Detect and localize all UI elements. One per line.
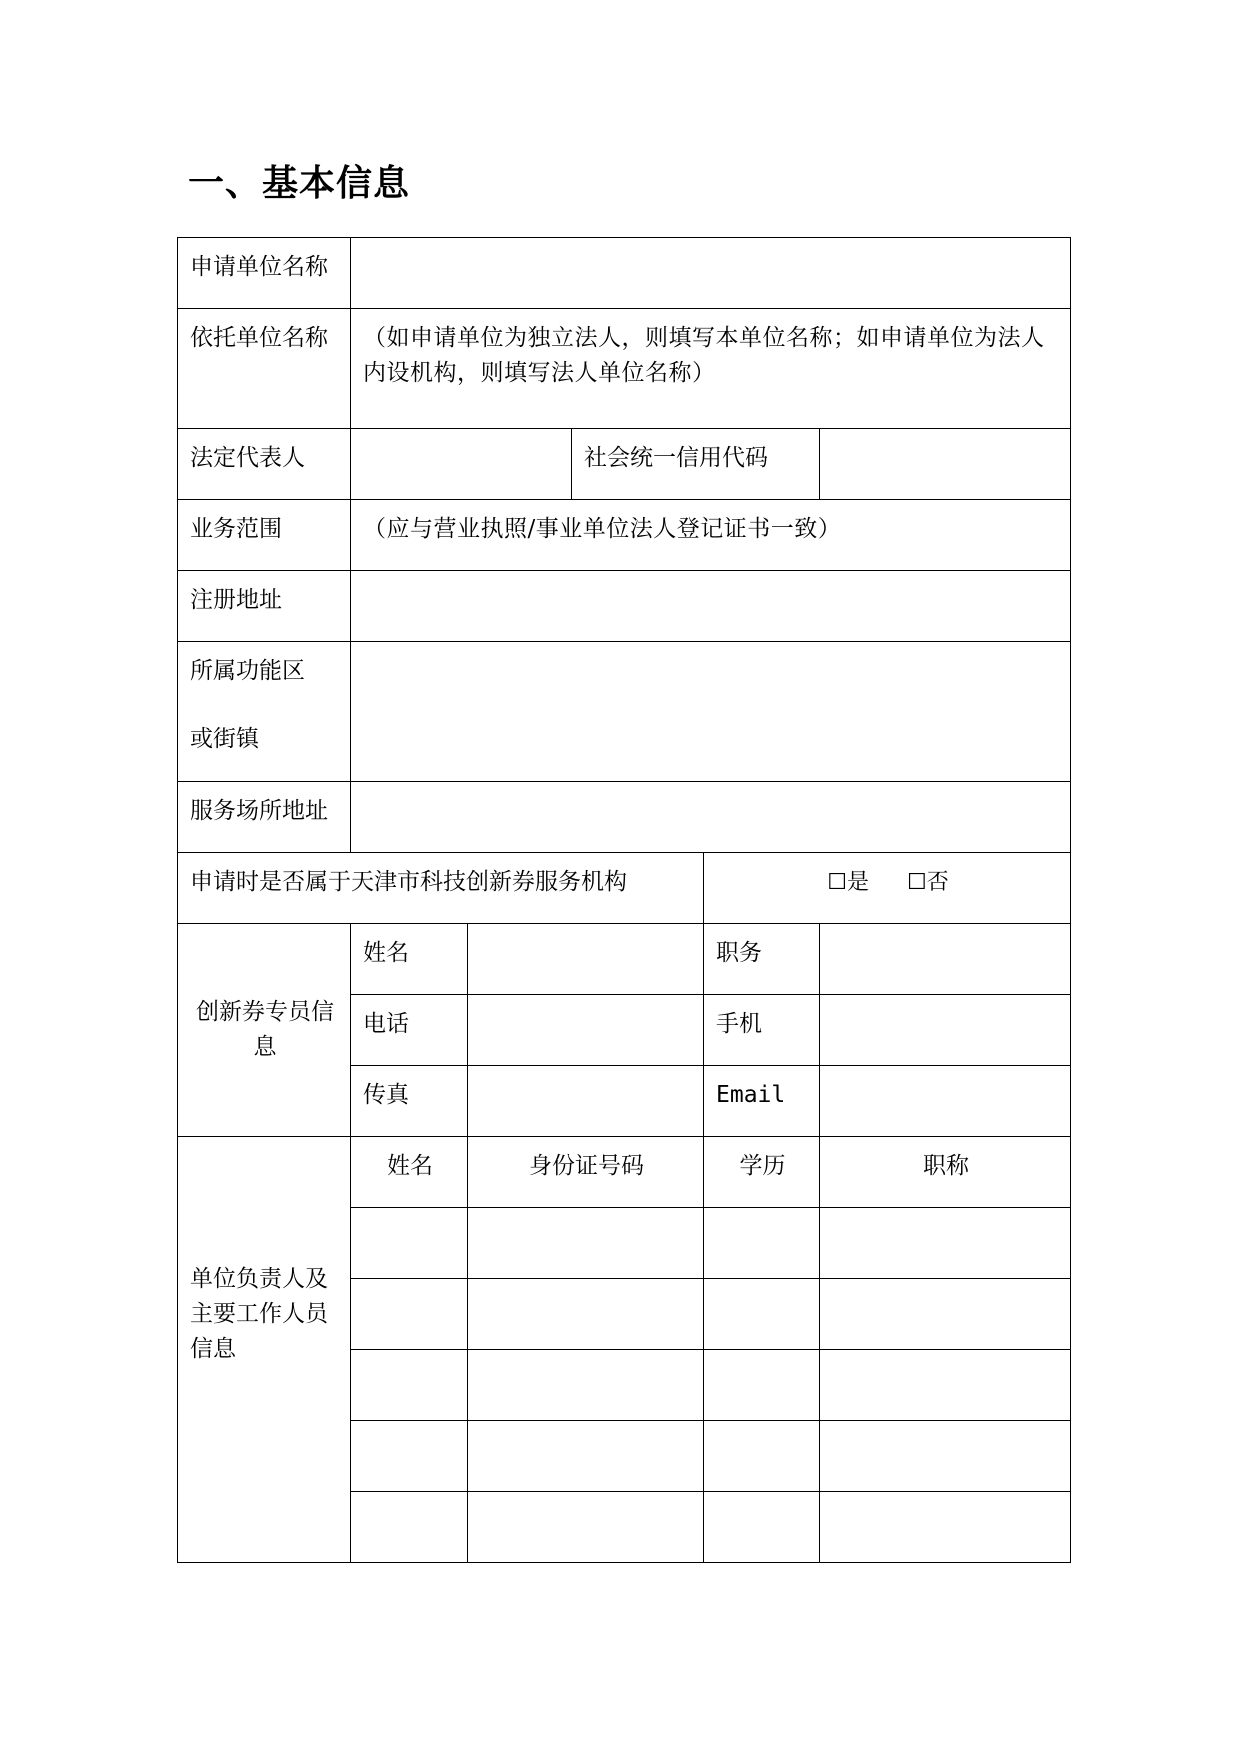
- host-unit-label: 依托单位名称: [178, 309, 351, 429]
- row-business-scope: [178, 500, 1071, 571]
- row-legal-rep: [178, 429, 1071, 500]
- commissioner-label: 创新券专员信息: [178, 924, 351, 1137]
- row-commissioner-name: [178, 924, 1071, 995]
- commissioner-name-label: 姓名: [351, 924, 468, 995]
- staff-education-cell[interactable]: [704, 1350, 820, 1421]
- service-agency-question: 申请时是否属于天津市科技创新券服务机构: [178, 853, 704, 924]
- section-heading: 一、基本信息: [188, 163, 411, 204]
- staff-id-cell[interactable]: [468, 1492, 704, 1563]
- staff-name-cell[interactable]: [351, 1350, 468, 1421]
- staff-header-education: 学历: [704, 1137, 820, 1208]
- service-address-field[interactable]: [351, 782, 1071, 853]
- staff-section-label: [178, 1137, 351, 1563]
- staff-title-cell[interactable]: [820, 1421, 1071, 1492]
- yes-checkbox[interactable]: ☐是: [827, 870, 870, 895]
- commissioner-mobile-field[interactable]: [820, 995, 1071, 1066]
- row-service-agency: [178, 853, 1071, 924]
- commissioner-name-field[interactable]: [468, 924, 704, 995]
- commissioner-fax-label: 传真: [351, 1066, 468, 1137]
- host-unit-field[interactable]: （如申请单位为独立法人，则填写本单位名称；如申请单位为法人内设机构，则填写法人单位名称）: [351, 309, 1071, 429]
- registered-address-label: 注册地址: [178, 571, 351, 642]
- legal-rep-field[interactable]: [351, 429, 572, 500]
- service-agency-options: [704, 853, 1071, 924]
- commissioner-title-field[interactable]: [820, 924, 1071, 995]
- applicant-name-label: 申请单位名称: [178, 238, 351, 309]
- district-field[interactable]: [351, 642, 1071, 782]
- row-district: [178, 642, 1071, 782]
- basic-info-form: [177, 237, 1071, 1563]
- staff-label-text: 单位负责人及主要工作人员信息: [190, 1266, 328, 1362]
- staff-title-cell[interactable]: [820, 1279, 1071, 1350]
- district-label: [178, 642, 351, 782]
- staff-title-cell[interactable]: [820, 1208, 1071, 1279]
- staff-title-cell[interactable]: [820, 1350, 1071, 1421]
- staff-name-cell[interactable]: [351, 1492, 468, 1563]
- staff-header-title: 职称: [820, 1137, 1071, 1208]
- commissioner-fax-field[interactable]: [468, 1066, 704, 1137]
- staff-name-cell[interactable]: [351, 1421, 468, 1492]
- registered-address-field[interactable]: [351, 571, 1071, 642]
- staff-id-cell[interactable]: [468, 1350, 704, 1421]
- staff-education-cell[interactable]: [704, 1208, 820, 1279]
- commissioner-phone-field[interactable]: [468, 995, 704, 1066]
- commissioner-title-label: 职务: [704, 924, 820, 995]
- service-address-label: 服务场所地址: [178, 782, 351, 853]
- row-service-address: [178, 782, 1071, 853]
- staff-id-cell[interactable]: [468, 1279, 704, 1350]
- legal-rep-label: 法定代表人: [178, 429, 351, 500]
- row-registered-address: [178, 571, 1071, 642]
- staff-title-cell[interactable]: [820, 1492, 1071, 1563]
- staff-id-cell[interactable]: [468, 1208, 704, 1279]
- staff-header-id: 身份证号码: [468, 1137, 704, 1208]
- no-checkbox[interactable]: ☐否: [907, 870, 949, 895]
- staff-education-cell[interactable]: [704, 1279, 820, 1350]
- staff-id-cell[interactable]: [468, 1421, 704, 1492]
- commissioner-mobile-label: 手机: [704, 995, 820, 1066]
- business-scope-label: 业务范围: [178, 500, 351, 571]
- applicant-name-field[interactable]: [351, 238, 1071, 309]
- staff-header-row: [178, 1137, 1071, 1208]
- staff-header-name: 姓名: [351, 1137, 468, 1208]
- staff-education-cell[interactable]: [704, 1492, 820, 1563]
- commissioner-phone-label: 电话: [351, 995, 468, 1066]
- commissioner-email-label: Email: [704, 1066, 820, 1137]
- district-label-line1: 所属功能区: [190, 658, 305, 684]
- row-applicant-name: [178, 238, 1071, 309]
- district-label-line2: 或街镇: [190, 726, 259, 752]
- staff-name-cell[interactable]: [351, 1279, 468, 1350]
- credit-code-field[interactable]: [820, 429, 1071, 500]
- row-host-unit: [178, 309, 1071, 429]
- staff-name-cell[interactable]: [351, 1208, 468, 1279]
- credit-code-label: 社会统一信用代码: [572, 429, 820, 500]
- business-scope-field[interactable]: （应与营业执照/事业单位法人登记证书一致）: [351, 500, 1071, 571]
- commissioner-email-field[interactable]: [820, 1066, 1071, 1137]
- staff-education-cell[interactable]: [704, 1421, 820, 1492]
